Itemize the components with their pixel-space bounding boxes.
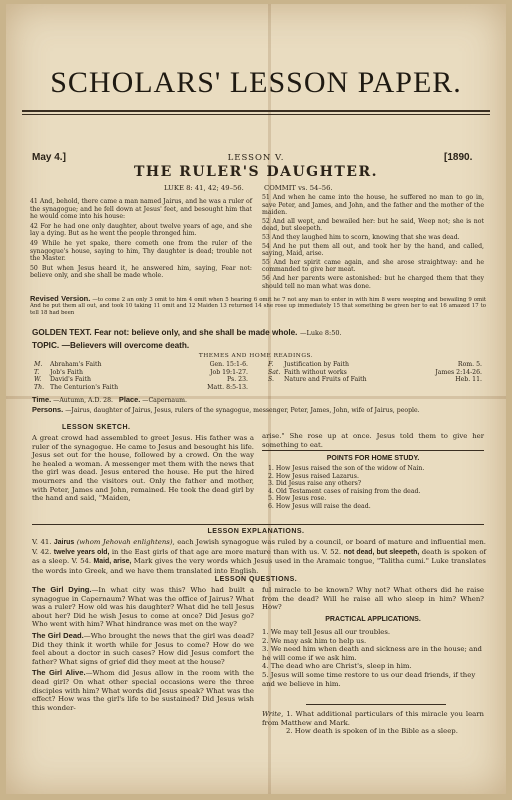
reading-day: Th.: [34, 383, 45, 391]
questions-left: [32, 586, 254, 712]
topic-label: TOPIC.: [32, 341, 60, 350]
golden-text: [32, 327, 488, 337]
readings-right: [268, 361, 482, 384]
reading-theme: Justification by Faith: [284, 361, 349, 368]
scripture-verse: 49 While he yet spake, there cometh one from the ruler of the synagogue's house, saying to him, Thy daughter is dead; trouble not the Master.: [30, 239, 252, 263]
explanation-verse: V. 42.: [32, 547, 52, 556]
application-item: 5. Jesus will some time restore to us our dead friends, if they and we believe in him.: [262, 670, 476, 688]
time-label: Time.: [32, 395, 52, 404]
application-item: 4. The dead who are Christ's, sleep in him.: [262, 662, 412, 671]
place-text: —Capernaum.: [142, 397, 187, 404]
application-item: 1. We may tell Jesus all our troubles.: [262, 628, 391, 636]
point-item: 5. How Jesus rose.: [268, 495, 327, 503]
scripture-verse: 41 And, behold, there came a man named Jairus, and he was a ruler of the synagogue; and he fell down at Jesus' feet, and besought him that he would come into his house:: [30, 198, 252, 221]
write-item: [262, 727, 484, 736]
readings-header: THEMES AND HOME READINGS.: [198, 353, 314, 359]
reading-ref: Rom. 5.: [457, 361, 482, 368]
lesson-paper: [6, 4, 506, 794]
explanation-verse: V. 52.: [321, 547, 342, 556]
explanation-term: twelve years old,: [53, 548, 110, 556]
reading-day: S.: [268, 376, 274, 384]
point-item: 6. How Jesus will raise the dead.: [268, 502, 371, 510]
explanation-text: each Jewish synagogue was ruled by a council, or board of mature and influential men.: [177, 538, 486, 546]
reading-row: [268, 376, 482, 384]
reading-row: [34, 384, 248, 392]
explanations-text: [32, 538, 486, 575]
application-item: 3. We need him when death and sickness are in the house; and he will come if we ask him.: [262, 645, 482, 662]
reading-day: T.: [34, 368, 40, 376]
reading-day: F.: [268, 361, 274, 368]
question-head: The Girl Dead.: [32, 630, 84, 640]
reading-row: [268, 361, 482, 369]
sketch-continued: arise." She rose up at once. Jesus told them to give her something to eat.: [262, 432, 484, 449]
lesson-date: May 4.]: [32, 152, 66, 163]
reading-row: [34, 376, 248, 384]
revised-label: Revised Version.: [30, 294, 91, 303]
explanation-note: (whom Jehovah enlightens),: [76, 538, 175, 546]
explanation-verse: V. 41.: [32, 538, 52, 546]
reading-day: W.: [34, 376, 42, 384]
points-list: [262, 465, 484, 511]
explanation-text: in the East girls of that age are more mature than with us.: [111, 547, 320, 556]
lesson-title: THE RULER'S DAUGHTER.: [134, 164, 378, 180]
explanations-title: LESSON EXPLANATIONS.: [207, 528, 305, 535]
questions-title: LESSON QUESTIONS.: [214, 576, 298, 583]
write-text: 2. How death is spoken of in the Bible as a sleep.: [286, 727, 458, 736]
reading-theme: Job's Faith: [50, 368, 84, 376]
reading-theme: The Centurion's Faith: [50, 383, 119, 391]
place-label: Place.: [118, 395, 141, 404]
reading-row: [34, 361, 248, 369]
point-item: 2. How Jesus raised Lazarus.: [268, 472, 359, 480]
points-title: POINTS FOR HOME STUDY.: [326, 455, 420, 462]
reading-ref: Heb. 11.: [455, 376, 482, 384]
reading-theme: Nature and Fruits of Faith: [284, 376, 367, 384]
reading-row: [34, 369, 248, 377]
sketch-title: LESSON SKETCH.: [62, 424, 131, 431]
persons-label: Persons.: [32, 405, 64, 414]
scripture-verse: 50 But when Jesus heard it, he answered him, saying, Fear not: believe only, and she shall be made whole.: [30, 264, 252, 280]
points-box: [262, 450, 484, 523]
time-place: [32, 396, 488, 405]
application-item: 2. We may ask him to help us.: [262, 636, 367, 645]
scripture-verse: 51 And when he came into the house, he suffered no man to go in, save Peter, and James, and John, and the father and the mother of the maiden.: [262, 194, 484, 217]
question-text: —Whom did Jesus allow in the room with the dead girl? On what other special occasions were the three disciples with him? What words did Jesus speak? What was the effect? How was the girl's life to be sustained? Did Jesus wish this wonder-: [32, 669, 255, 712]
question-text: —Who brought the news that the girl was dead? Did they think it worth while for Jesus to come? How do we feel about a doctor in such cases? How did Jesus comfort the father? What signs of grief did they meet at the house?: [32, 631, 254, 666]
scripture-verse: 56 And her parents were astonished: but he charged them that they should tell no man what was done.: [262, 274, 484, 290]
write-text: 1. What additional particulars of this miracle you learn from Matthew and Mark.: [262, 710, 484, 727]
section-rule: [32, 524, 484, 525]
scripture-verse: 52 And all wept, and bewailed her: but he said, Weep not; she is not dead, but sleepeth.: [262, 217, 484, 233]
scripture-left-column: [30, 198, 252, 280]
questions-continued: ful miracle to be known? Why not? What others did he raise from the dead? Will he raise all who sleep in him? When? How?: [262, 586, 484, 612]
write-label: Write,: [262, 710, 284, 718]
lesson-year: [1890.: [444, 152, 473, 163]
question-head: The Girl Alive.: [32, 668, 86, 678]
reading-ref: Gen. 15:1-6.: [209, 361, 248, 368]
scripture-verse: 54 And he put them all out, and took her by the hand, and called, saying, Maid, arise.: [262, 242, 484, 258]
reading-row: [268, 369, 482, 377]
reading-theme: Abraham's Faith: [50, 361, 102, 368]
persons-text: —Jairus, daughter of Jairus, Jesus, rulers of the synagogue, messenger, Peter, James, John, wife of Jairus, people.: [65, 407, 420, 414]
golden-text-verse: Fear not: believe only, and she shall be made whole.: [94, 328, 298, 337]
commit-verses: COMMIT vs. 54–56.: [264, 184, 333, 192]
point-item: 1. How Jesus raised the son of the widow of Nain.: [268, 465, 425, 472]
revised-version: [30, 296, 486, 316]
reading-ref: Job 19:1-27.: [210, 368, 248, 376]
explanation-term: Jairus: [53, 539, 75, 546]
question-head: The Girl Dying.: [32, 585, 92, 594]
revised-text: —to come 2 an only 3 omit to him 4 omit when 5 hearing 6 omit he 7 not any man to enter in with him 8 were weeping and bewailing 9 omit And he put them all out, and took 10 taking 11 omit and 12 Maiden 13 returned 14 she rose up immediately 15 that something be given her to eat 16 amazed 17 to tell 18 had been: [30, 297, 487, 316]
reading-ref: James 2:14-26.: [435, 368, 482, 376]
reading-ref: Ps. 23.: [227, 376, 248, 384]
reading-day: Sat.: [268, 368, 281, 376]
golden-text-ref: —Luke 8:50.: [300, 329, 342, 337]
write-section: [262, 710, 484, 736]
explanation-text: death is spoken of as a sleep.: [32, 547, 487, 566]
reading-day: M.: [34, 361, 43, 368]
golden-text-label: GOLDEN TEXT.: [32, 328, 92, 337]
explanation-term: Maid, arise,: [93, 558, 132, 566]
short-rule: [306, 704, 446, 705]
topic-text: —Believers will overcome death.: [61, 341, 190, 350]
persons: [32, 406, 488, 415]
scripture-verse: 53 And they laughed him to scorn, knowing that she was dead.: [262, 233, 460, 241]
explanation-verse: V. 54.: [71, 557, 92, 566]
scripture-verse: 55 And her spirit came again, and she arose straightway: and he commanded to give her meat.: [262, 258, 484, 274]
reading-theme: David's Faith: [50, 376, 91, 384]
sketch-text: A great crowd had assembled to greet Jesus. His father was a ruler of the synagogue. He came to Jesus and besought his life. Jesus set out for the house, followed by a crowd. On the way he healed a woman. A messenger met them with the news that the girl was dead. Jesus entered the house. He put the hired mourners and the visitors out. Only the father and mother, with Peter, James and John, remained. He took the dead girl by the hand and said, "Maiden,: [32, 434, 254, 503]
explanation-text: Mark gives the very words which Jesus used in the Aramaic tongue, "Talitha cumi." Luke translates the words into Greek, and we have them translated into English.: [32, 557, 486, 575]
reading-theme: Faith without works: [284, 368, 347, 376]
reading-ref: Matt. 8:5-13.: [207, 383, 248, 391]
question-group: [32, 669, 254, 712]
explanation-term: not dead, but sleepeth,: [343, 548, 420, 556]
topic: [32, 340, 189, 350]
lesson-number: LESSON V.: [227, 153, 285, 163]
question-group: [32, 586, 254, 629]
time-text: —Autumn, A.D. 28.: [53, 397, 113, 404]
scripture-reference: LUKE 8: 41, 42; 49–56.: [164, 184, 244, 192]
point-item: 4. Old Testament cases of raising from the dead.: [268, 487, 421, 495]
masthead: SCHOLARS' LESSON PAPER.: [50, 66, 462, 99]
question-group: [32, 632, 254, 666]
question-text: —In what city was this? Who had built a synagogue in Capernaum? What was the office of Jairus? What was a ruler? How old was his daughter? What did he tell Jesus about her? Did he wish Jesus to come at once? Did Jesus go? Who went with him? What hindrance was met on the way?: [32, 586, 254, 629]
write-item: [262, 710, 484, 727]
point-item: 3. Did Jesus raise any others?: [268, 480, 362, 488]
masthead-rule: [22, 110, 490, 112]
applications-title: PRACTICAL APPLICATIONS.: [325, 616, 421, 623]
applications-list: [262, 628, 484, 688]
scripture-right-column: [262, 194, 484, 290]
readings-left: [34, 361, 248, 391]
masthead-rule-thin: [22, 114, 490, 115]
scripture-verse: 42 For he had one only daughter, about twelve years of age, and she lay a dying. But as he went the people thronged him.: [30, 222, 252, 238]
